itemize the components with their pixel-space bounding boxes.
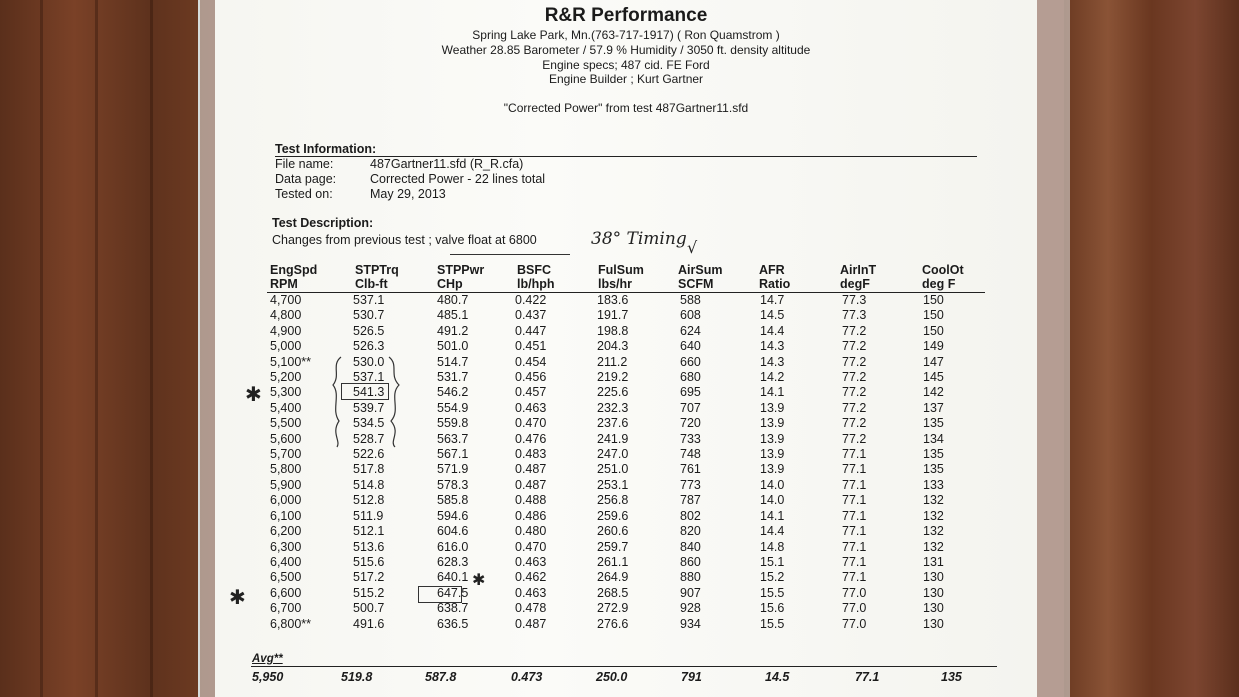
avg-value: 14.5 (765, 670, 790, 684)
wood-background-right (1064, 0, 1239, 697)
table-cell: 6,700 (270, 601, 302, 616)
test-description-text: Changes from previous test ; valve float at 6800 (272, 233, 537, 247)
table-cell: 733 (680, 431, 701, 446)
table-cell: 5,100** (270, 354, 312, 369)
table-cell: 6,500 (270, 570, 302, 585)
table-cell: 5,700 (270, 447, 302, 462)
table-cell: 77.2 (842, 323, 867, 338)
table-cell: 0.422 (515, 293, 547, 307)
table-cell: 204.3 (597, 339, 629, 354)
table-cell: 513.6 (353, 539, 385, 554)
table-cell: 183.6 (597, 293, 629, 307)
table-cell: 820 (680, 524, 701, 539)
table-cell: 132 (923, 508, 944, 523)
table-cell: 14.0 (760, 477, 785, 492)
table-cell: 608 (680, 308, 701, 323)
table-cell: 500.7 (353, 601, 385, 616)
table-cell: 640 (680, 339, 701, 354)
table-cell: 130 (923, 570, 944, 585)
table-cell: 259.6 (597, 508, 629, 523)
dyno-sheet (215, 0, 1037, 697)
corrected-power-caption: "Corrected Power" from test 487Gartner11.sfd (503, 101, 749, 115)
handwritten-underline (450, 254, 570, 255)
table-cell: 15.1 (760, 554, 785, 569)
table-cell: 77.3 (842, 308, 867, 323)
table-cell: 0.463 (515, 585, 547, 600)
col-header-stppwr: STPPwr CHp (437, 263, 485, 291)
col-stppwr (437, 293, 468, 632)
test-info-heading: Test Information: (275, 142, 377, 156)
table-cell: 15.2 (760, 570, 785, 585)
table-cell: 647.5 (437, 585, 469, 600)
table-cell: 860 (680, 554, 701, 569)
avg-value: 5,950 (252, 670, 284, 684)
table-cell: 517.2 (353, 570, 385, 585)
shop-address: Spring Lake Park, Mn.(763-717-1917) ( Ron Quamstrom ) (472, 28, 780, 42)
table-cell: 6,100 (270, 508, 302, 523)
table-cell: 541.3 (353, 385, 385, 400)
table-cell: 6,800** (270, 616, 312, 631)
info-label: File name: (275, 157, 334, 171)
table-cell: 514.7 (437, 354, 469, 369)
table-cell: 5,900 (270, 477, 302, 492)
table-cell: 604.6 (437, 524, 469, 539)
table-cell: 0.480 (515, 524, 547, 539)
table-cell: 0.486 (515, 508, 547, 523)
table-cell: 517.8 (353, 462, 385, 477)
avg-value: 587.8 (425, 670, 457, 684)
table-cell: 14.7 (760, 293, 785, 307)
table-cell: 13.9 (760, 400, 785, 415)
col-coolot (923, 293, 944, 632)
table-cell: 4,700 (270, 293, 302, 307)
avg-value: 250.0 (596, 670, 628, 684)
table-cell: 131 (923, 554, 944, 569)
info-value: 487Gartner11.sfd (R_R.cfa) (370, 157, 524, 171)
table-cell: 526.3 (353, 339, 385, 354)
table-cell: 247.0 (597, 447, 629, 462)
table-cell: 0.476 (515, 431, 547, 446)
table-cell: 77.1 (842, 477, 867, 492)
table-cell: 77.2 (842, 354, 867, 369)
table-cell: 77.2 (842, 385, 867, 400)
table-cell: 150 (923, 293, 944, 307)
table-cell: 77.1 (842, 539, 867, 554)
table-cell: 0.470 (515, 416, 547, 431)
table-cell: 198.8 (597, 323, 629, 338)
table-cell: 628.3 (437, 554, 469, 569)
table-cell: 77.1 (842, 508, 867, 523)
col-header-bsfc: BSFC lb/hph (517, 263, 555, 291)
asterisk-icon: ✱ (229, 585, 246, 609)
table-cell: 142 (923, 385, 944, 400)
table-cell: 135 (923, 462, 944, 477)
table-cell: 6,600 (270, 585, 302, 600)
table-cell: 6,000 (270, 493, 302, 508)
table-cell: 130 (923, 616, 944, 631)
table-cell: 720 (680, 416, 701, 431)
table-cell: 77.3 (842, 293, 867, 307)
table-cell: 907 (680, 585, 701, 600)
table-cell: 13.9 (760, 447, 785, 462)
table-cell: 5,600 (270, 431, 302, 446)
table-cell: 191.7 (597, 308, 629, 323)
checkmark-icon: √ (687, 238, 698, 257)
col-header-airsum: AirSum SCFM (678, 263, 723, 291)
table-cell: 0.463 (515, 400, 547, 415)
table-cell: 840 (680, 539, 701, 554)
table-cell: 530.0 (353, 354, 385, 369)
table-cell: 237.6 (597, 416, 629, 431)
table-cell: 616.0 (437, 539, 469, 554)
table-cell: 563.7 (437, 431, 469, 446)
table-cell: 0.488 (515, 493, 547, 508)
table-cell: 77.1 (842, 462, 867, 477)
table-cell: 132 (923, 539, 944, 554)
table-cell: 880 (680, 570, 701, 585)
table-cell: 260.6 (597, 524, 629, 539)
table-cell: 514.8 (353, 477, 385, 492)
table-cell: 0.487 (515, 477, 547, 492)
table-cell: 0.487 (515, 462, 547, 477)
table-cell: 77.2 (842, 339, 867, 354)
table-cell: 145 (923, 370, 944, 385)
table-cell: 512.8 (353, 493, 385, 508)
engine-builder: Engine Builder ; Kurt Gartner (548, 72, 704, 86)
table-cell: 0.463 (515, 554, 547, 569)
table-cell: 554.9 (437, 400, 469, 415)
table-cell: 934 (680, 616, 701, 631)
table-cell: 680 (680, 370, 701, 385)
table-cell: 787 (680, 493, 701, 508)
table-cell: 6,400 (270, 554, 302, 569)
table-cell: 77.1 (842, 524, 867, 539)
table-cell: 77.2 (842, 416, 867, 431)
table-cell: 77.0 (842, 585, 867, 600)
table-cell: 14.3 (760, 339, 785, 354)
table-cell: 512.1 (353, 524, 385, 539)
table-cell: 14.0 (760, 493, 785, 508)
col-afr (760, 293, 784, 632)
table-cell: 137 (923, 400, 944, 415)
table-cell: 132 (923, 493, 944, 508)
col-stptrq (353, 293, 384, 632)
table-cell: 14.3 (760, 354, 785, 369)
table-cell: 0.437 (515, 308, 547, 323)
col-header-fulsum: FulSum lbs/hr (598, 263, 644, 291)
table-cell: 77.1 (842, 554, 867, 569)
table-cell: 14.4 (760, 323, 785, 338)
table-cell: 77.1 (842, 447, 867, 462)
avg-label: Avg** (252, 653, 283, 665)
table-cell: 77.2 (842, 431, 867, 446)
table-cell: 515.2 (353, 585, 385, 600)
test-description-heading: Test Description: (272, 216, 374, 230)
table-cell: 211.2 (597, 354, 628, 369)
col-fulsum (597, 293, 628, 632)
info-label: Data page: (275, 172, 337, 186)
table-cell: 0.470 (515, 539, 547, 554)
table-cell: 261.1 (597, 554, 629, 569)
table-cell: 531.7 (437, 370, 469, 385)
table-cell: 491.2 (437, 323, 469, 338)
table-cell: 14.4 (760, 524, 785, 539)
table-cell: 578.3 (437, 477, 469, 492)
table-cell: 501.0 (437, 339, 469, 354)
table-cell: 276.6 (597, 616, 629, 631)
table-cell: 251.0 (597, 462, 629, 477)
page-title: R&R Performance (544, 5, 708, 26)
table-cell: 272.9 (597, 601, 629, 616)
table-cell: 5,500 (270, 416, 302, 431)
avg-value: 0.473 (511, 670, 543, 684)
table-cell: 253.1 (597, 477, 629, 492)
table-cell: 268.5 (597, 585, 629, 600)
avg-value: 77.1 (855, 670, 880, 684)
table-cell: 526.5 (353, 323, 385, 338)
table-cell: 559.8 (437, 416, 469, 431)
col-header-airint: AirInT degF (840, 263, 877, 291)
table-cell: 132 (923, 524, 944, 539)
avg-value: 519.8 (341, 670, 373, 684)
table-cell: 147 (923, 354, 944, 369)
table-cell: 259.7 (597, 539, 629, 554)
table-cell: 14.2 (760, 370, 785, 385)
table-cell: 13.9 (760, 431, 785, 446)
info-label: Tested on: (275, 187, 333, 201)
table-cell: 537.1 (353, 293, 385, 307)
table-cell: 264.9 (597, 570, 629, 585)
table-cell: 77.0 (842, 616, 867, 631)
table-cell: 0.456 (515, 370, 547, 385)
table-cell: 77.1 (842, 493, 867, 508)
table-cell: 802 (680, 508, 701, 523)
table-cell: 77.2 (842, 400, 867, 415)
table-cell: 0.451 (515, 339, 547, 354)
table-cell: 546.2 (437, 385, 469, 400)
table-cell: 773 (680, 477, 701, 492)
handwritten-braces (327, 355, 407, 450)
table-cell: 135 (923, 416, 944, 431)
table-cell: 588 (680, 293, 701, 307)
table-cell: 5,400 (270, 400, 302, 415)
col-header-stptrq: STPTrq Clb-ft (355, 263, 399, 291)
table-cell: 14.1 (760, 385, 785, 400)
table-cell: 133 (923, 477, 944, 492)
table-cell: 13.9 (760, 462, 785, 477)
info-value: Corrected Power - 22 lines total (370, 172, 546, 186)
table-cell: 0.447 (515, 323, 547, 338)
col-header-engspd: EngSpd RPM (270, 263, 318, 291)
table-cell: 5,000 (270, 339, 302, 354)
table-cell: 150 (923, 308, 944, 323)
table-cell: 77.1 (842, 570, 867, 585)
table-cell: 6,300 (270, 539, 302, 554)
weather-line: Weather 28.85 Barometer / 57.9 % Humidity / 3050 ft. density altitude (441, 43, 811, 57)
table-cell: 530.7 (353, 308, 385, 323)
table-cell: 5,800 (270, 462, 302, 477)
table-cell: 5,300 (270, 385, 302, 400)
col-bsfc (515, 293, 546, 632)
table-cell: 15.6 (760, 601, 785, 616)
table-cell: 130 (923, 601, 944, 616)
table-cell: 707 (680, 400, 701, 415)
table-cell: 485.1 (437, 308, 469, 323)
table-cell: 528.7 (353, 431, 385, 446)
col-engspd (270, 293, 311, 632)
table-cell: 4,900 (270, 323, 302, 338)
table-cell: 13.9 (760, 416, 785, 431)
table-cell: 761 (680, 462, 701, 477)
table-cell: 0.462 (515, 570, 547, 585)
avg-rule (251, 666, 997, 667)
table-cell: 134 (923, 431, 944, 446)
table-cell: 522.6 (353, 447, 385, 462)
table-cell: 640.1 (437, 570, 469, 585)
avg-value: 135 (941, 670, 962, 684)
asterisk-icon: ✱ (245, 382, 262, 406)
table-cell: 0.457 (515, 385, 547, 400)
handwritten-box-peak-power (418, 586, 462, 603)
table-cell: 511.9 (353, 508, 384, 523)
col-header-coolot: CoolOt deg F (922, 263, 964, 291)
table-cell: 232.3 (597, 400, 629, 415)
table-cell: 594.6 (437, 508, 469, 523)
table-cell: 638.7 (437, 601, 469, 616)
table-cell: 219.2 (597, 370, 629, 385)
col-airsum (680, 293, 701, 632)
table-cell: 624 (680, 323, 701, 338)
table-cell: 571.9 (437, 462, 469, 477)
table-cell: 0.483 (515, 447, 547, 462)
table-cell: 14.1 (760, 508, 785, 523)
col-header-afr: AFR Ratio (759, 263, 791, 291)
table-cell: 5,200 (270, 370, 302, 385)
table-cell: 928 (680, 601, 701, 616)
table-cell: 14.8 (760, 539, 785, 554)
table-cell: 135 (923, 447, 944, 462)
table-cell: 0.454 (515, 354, 547, 369)
handwritten-timing-note: 38° Timing (591, 229, 687, 249)
table-cell: 748 (680, 447, 701, 462)
table-cell: 256.8 (597, 493, 629, 508)
table-cell: 537.1 (353, 370, 385, 385)
table-cell: 77.2 (842, 370, 867, 385)
table-cell: 695 (680, 385, 701, 400)
table-cell: 491.6 (353, 616, 385, 631)
table-cell: 15.5 (760, 585, 785, 600)
engine-specs: Engine specs; 487 cid. FE Ford (542, 58, 710, 72)
table-cell: 241.9 (597, 431, 629, 446)
table-cell: 77.0 (842, 601, 867, 616)
table-cell: 4,800 (270, 308, 302, 323)
table-cell: 14.5 (760, 308, 785, 323)
table-cell: 0.478 (515, 601, 547, 616)
table-cell: 534.5 (353, 416, 385, 431)
table-cell: 567.1 (437, 447, 469, 462)
table-cell: 660 (680, 354, 701, 369)
table-cell: 130 (923, 585, 944, 600)
table-cell: 539.7 (353, 400, 385, 415)
table-cell: 480.7 (437, 293, 469, 307)
table-cell: 515.6 (353, 554, 385, 569)
table-cell: 149 (923, 339, 944, 354)
table-cell: 585.8 (437, 493, 469, 508)
asterisk-icon: ✱ (472, 570, 486, 589)
table-cell: 225.6 (597, 385, 629, 400)
table-cell: 0.487 (515, 616, 547, 631)
table-cell: 15.5 (760, 616, 785, 631)
info-value: May 29, 2013 (370, 187, 446, 201)
table-cell: 636.5 (437, 616, 469, 631)
avg-value: 791 (681, 670, 702, 684)
table-cell: 150 (923, 323, 944, 338)
table-cell: 6,200 (270, 524, 302, 539)
col-airint (842, 293, 866, 632)
